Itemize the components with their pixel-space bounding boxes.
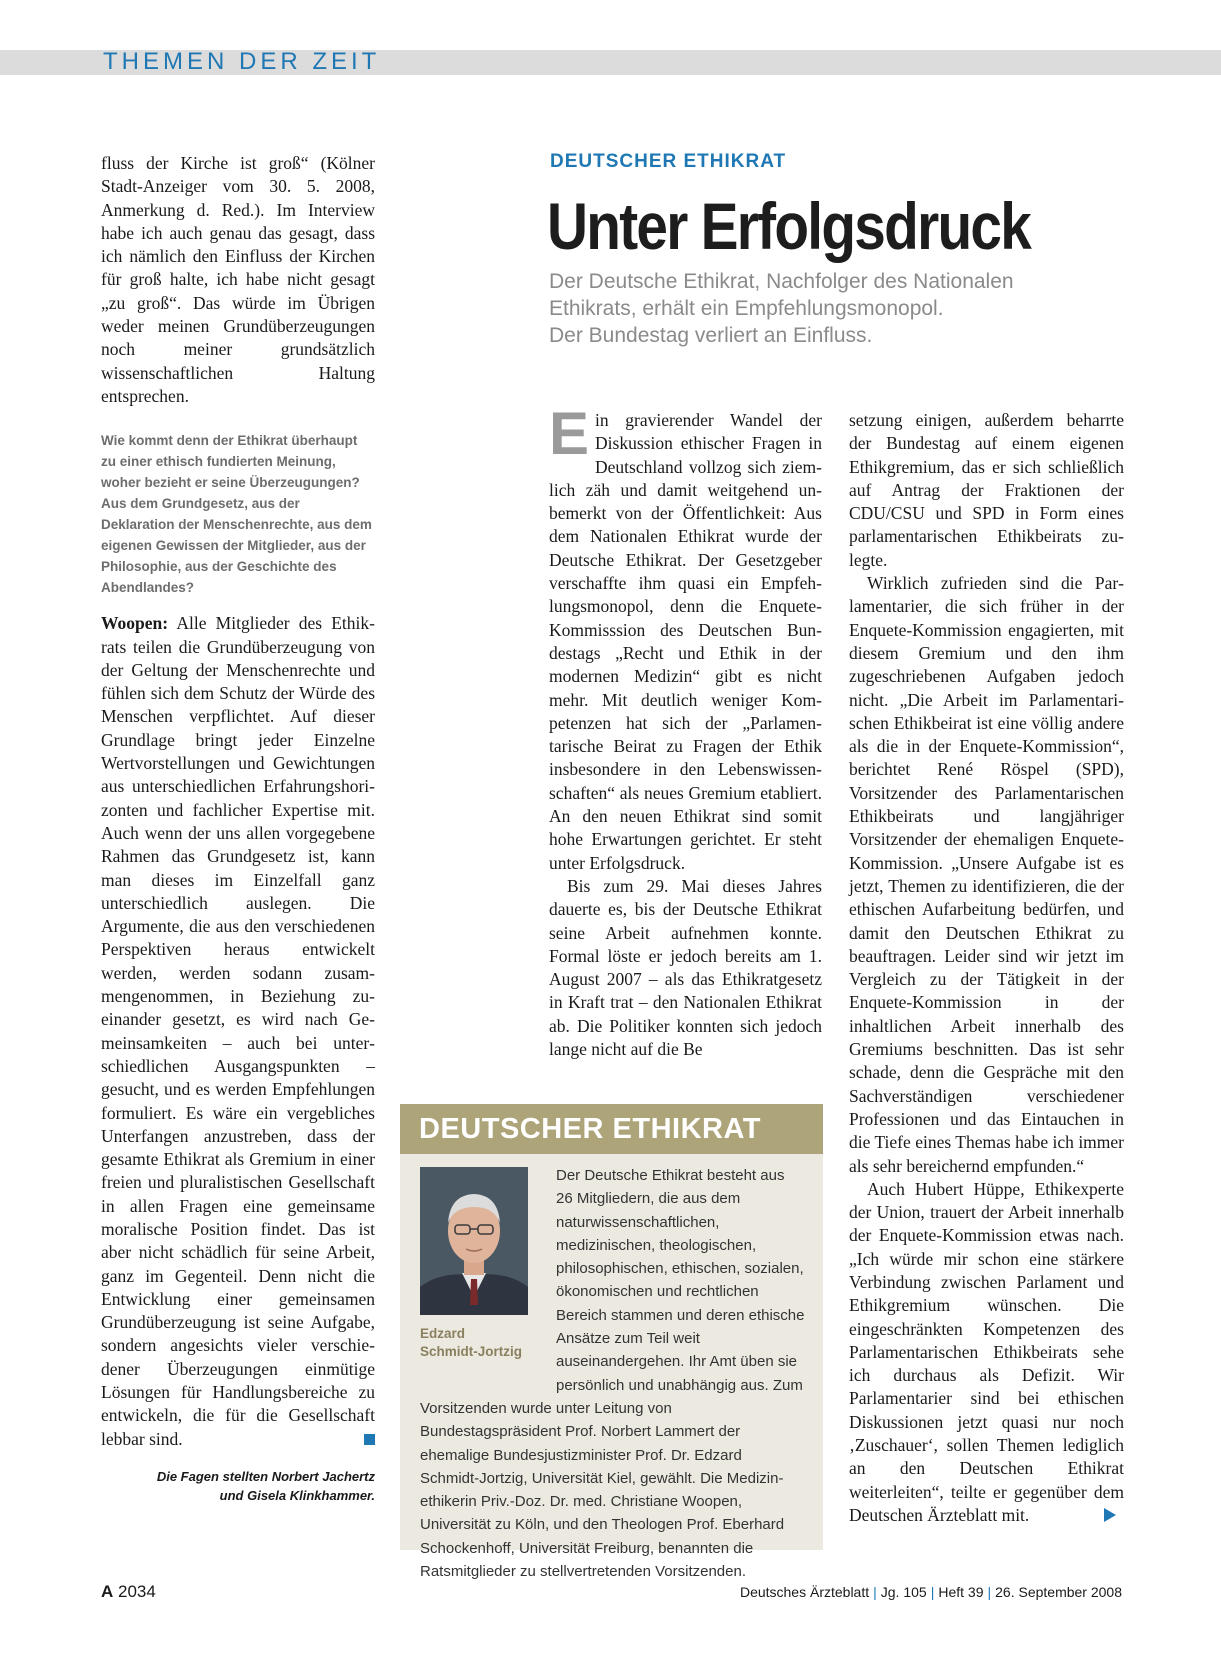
interview-answer <box>101 612 375 1451</box>
separator: | <box>873 1584 877 1600</box>
infobox <box>400 1104 823 1581</box>
infobox-body <box>400 1154 823 1583</box>
article-paragraph <box>849 1178 1124 1527</box>
infobox-title: DEUTSCHER ETHIKRAT <box>400 1104 823 1154</box>
journal-date: 26. September 2008 <box>995 1584 1122 1600</box>
page-prefix: A <box>101 1582 114 1601</box>
paragraph-text: in gravierender Wandel der Diskussion ethischer Fragen in Deutschland vollzog sich ziemlich zäh und damit weitgehend unbemerkt von der Öffentlichkeit: Aus dem Nationalen Ethikrat wurde der Deutsche Ethikrat. Der Gesetzgeber verschaffte ihm quasi ein Empfehlungsmonopol, denn die Enquete-Kommisssion des Deutschen Bundestags „Recht und Ethik in der modernen Medizin“ gibt es nicht mehr. Mit deutlich weniger Kompetenzen hat sich der „Parlamentarische Beirat zu Fragen der Ethik insbesondere in den Lebenswissenschaften“ als neues Gremium etabliert. An den neuen Ethikrat sind somit hohe Erwartungen gerichtet. Er steht unter Erfolgsdruck. <box>549 410 822 873</box>
deck-line: Ethikrats, erhält ein Empfehlungsmonopol. <box>549 297 944 320</box>
page-number <box>101 1582 156 1602</box>
interview-question: Wie kommt denn der Ethikrat überhaupt zu einer ethisch fundierten Meinung, woher bezieht er seine Überzeugungen? Aus dem Grundgesetz, aus der Deklaration der Menschenrechte, aus dem eigenen Gewissen der Mitglieder, aus der Philosophie, aus der Geschichte des Abendlandes? <box>101 433 372 596</box>
article-paragraph: setzung einigen, außerdem beharrte der Bundestag auf einem eigenen Ethikgremium, das er sich schließlich auf Antrag der Fraktionen der CDU/CSU und SPD in Form eines parlamentarischen Ethikbeirats zulegte. <box>849 410 1124 570</box>
interview-paragraph: fluss der Kirche ist groß“ (Kölner Stadt-Anzeiger vom 30. 5. 2008, Anmerkung d. Red.). Im Interview habe ich auch genau das gesagt, dass ich nämlich den Einfluss der Kirchen für groß halte, ich habe nicht gesagt „zu groß“. Das würde im Übrigen weder meinen Grundüberzeugungen noch meiner grundsätzlich wissenschaftlichen Haltung entsprechen. <box>101 153 375 406</box>
article-kicker: DEUTSCHER ETHIKRAT <box>550 151 787 172</box>
separator: | <box>987 1584 992 1600</box>
separator: | <box>930 1584 935 1600</box>
portrait-figure <box>420 1167 538 1373</box>
continue-arrow-icon <box>1104 1508 1116 1522</box>
interview-column <box>101 152 375 1505</box>
article-paragraph: Wirklich zufrieden sind die Parlamentarier, die sich früher in der Enquete-Kommission engagierten, mit diesem Gremium und den ihm zugeschriebenen Aufgaben jedoch nicht. „Die Arbeit im Parlamentarischen Ethikbeirat ist eine völlig andere als die in der Enquete-Kommission“, berichtet René Röspel (SPD), Vorsitzender des Parlamentarischen Ethikbeirats und langjähriger Vorsitzender der ehemaligen Enquete-Kommission. „Unsere Aufgabe ist es jetzt, Themen zu identifizieren, die der ethischen Aufarbeitung bedürfen, und damit den Deutschen Ethikrat zu beauftragen. Leider sind wir jetzt im Vergleich zu der Tätigkeit in der Enquete-Kommission in der inhaltlichen Arbeit innerhalb des Gremiums beschnitten. Das ist sehr schade, denn die Gespräche mit den Sachverständigen verschiedener Professionen und das Eintauchen in die Tiefe eines Themas habe ich immer als sehr bereichernd empfunden.“ <box>849 573 1124 1176</box>
credit-line-2: und Gisela Klinkhammer. <box>219 1487 375 1503</box>
article-paragraph: Bis zum 29. Mai dieses Jahres dauerte es, bis der Deutsche Ethikrat seine Arbeit aufnehmen konnte. Formal löste er jedoch bereits am 1. August 2007 – als das Ethikratgesetz in Kraft trat – den Nationalen Ethikrat ab. Die Politiker konnten sich jedoch lange nicht auf die Be <box>549 875 822 1060</box>
credit-line-1: Die Fagen stellten Norbert Jachertz <box>156 1468 375 1484</box>
caption-line: Edzard <box>420 1326 466 1341</box>
article-column-1 <box>549 400 822 1061</box>
article-deck <box>549 268 1109 349</box>
caption-line: Schmidt-Jortzig <box>420 1344 523 1359</box>
section-label: THEMEN DER ZEIT <box>103 48 381 75</box>
journal-name: Deutsches Ärzteblatt <box>739 1584 870 1600</box>
journal-footer <box>740 1584 1122 1600</box>
answer-text: Alle Mitglieder des Ethikrats teilen die Grundüberzeugung von der Geltung der Menschenrechte und fühlen sich dem Schutz der Würde des Menschen verpflichtet. Auf dieser Grundlage bringt jeder Einzelne Wertvorstellungen und Gewichtungen aus unterschiedlichen Erfahrungshorizonten und fachlicher Expertise mit. Auch wenn der uns allen vorgegebene Rahmen das Grundgesetz ist, kann man dieses im Einzelfall ganz unterschiedlich auslegen. Die Argumente, die aus den verschiedenen Perspektiven heraus entwickelt werden, werden sodann zusammengenommen, in Beziehung zueinander gesetzt, es wird nach Gemeinsamkeiten – auch bei unterschiedlichen Ausgangspunkten – gesucht, und es werden Empfehlungen formuliert. Es wäre ein vergebliches Unterfangen anzustreben, dass der gesamte Ethikrat als Gremium in einer freien und pluralistischen Gesellschaft in allen Fragen eine gemeinsame moralische Position findet. Das ist aber nicht schädlich für seine Arbeit, ganz im Gegenteil. Denn nicht die Entwicklung einer gemeinsamen Grundüberzeugung ist seine Aufgabe, sondern angesichts vieler verschiedener Überzeugungen einmütige Lösungen für Handlungsbereiche zu entwickeln, die für die Gesellschaft lebbar sind. <box>101 613 375 1449</box>
speaker-name: Woopen: <box>101 613 169 634</box>
article-headline: Unter Erfolgsdruck <box>547 189 1031 263</box>
infobox-text: Der Deutsche Ethikrat besteht aus 26 Mitgliedern, die aus dem naturwissenschaftlichen, medizinischen, theologischen, philosophischen, ethischen, sozialen, ökonomischen und rechtlichen Bereich stammen und deren ethische Ansätze zum Teil weit auseinandergehen. Ihr Amt üben sie persönlich und unabhängig aus. Zum Vorsitzenden wurde unter Leitung von Bundestagspräsident Prof. Norbert Lammert der ehemalige Bundesjustizminister Prof. Dr. Edzard Schmidt-Jortzig, Universität Kiel, gewählt. Die Medizinethikerin Priv.-Doz. Dr. med. Christiane Woopen, Universität zu Köln, und den Theologen Prof. Eberhard Schockenhoff, Universität Freiburg, benannten die Ratsmitglieder zu stellvertretenden Vorsitzenden. <box>420 1167 805 1581</box>
portrait-photo <box>420 1167 528 1315</box>
journal-volume: Jg. 105 <box>880 1584 927 1600</box>
interview-credit <box>101 1467 375 1505</box>
end-square-icon <box>364 1434 375 1445</box>
article-paragraph <box>549 400 822 875</box>
article-column-2 <box>849 409 1124 1527</box>
deck-line: Der Deutsche Ethikrat, Nachfolger des Nationalen <box>549 270 1014 293</box>
paragraph-text: Auch Hubert Hüppe, Ethikexperte der Union, trauert der Arbeit innerhalb der Enquete-Kommission etwas nach. „Ich würde mir schon eine stärkere Verbindung zwischen Parlament und Ethikgremium wünschen. Die eingeschränkten Kompetenzen des Parlamentarischen Ethikbeirats sehe ich durchaus als Defizit. Wir Parlamentarier sind bei ethischen Diskussionen jetzt quasi nur noch ‚Zuschauer‘, sollen Themen lediglich an den Deutschen Ethikrat weiterleiten“, teilte er gegenüber dem Deutschen Ärzteblatt mit. <box>849 1178 1124 1525</box>
portrait-caption <box>420 1325 538 1361</box>
journal-issue: Heft 39 <box>938 1584 984 1600</box>
dropcap: E <box>549 400 590 467</box>
deck-line: Der Bundestag verliert an Einfluss. <box>549 324 873 347</box>
page-number-value: 2034 <box>118 1582 156 1601</box>
